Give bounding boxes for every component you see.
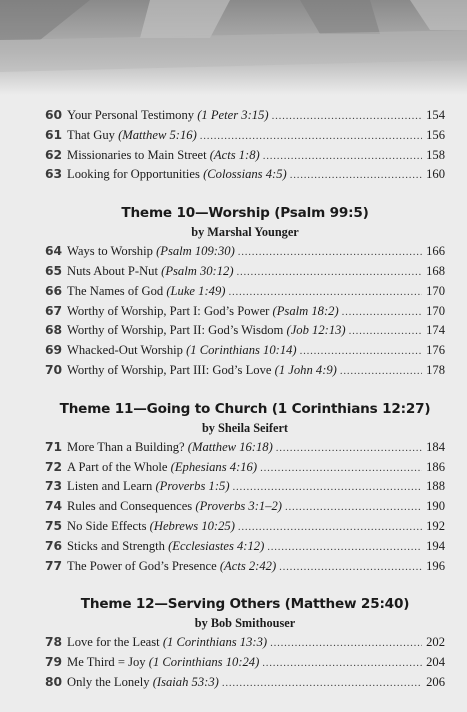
dot-leader <box>279 561 422 573</box>
entry-title: Your Personal Testimony <box>67 108 195 122</box>
entry-title-wrap <box>67 479 230 494</box>
entry-number: 64 <box>45 244 63 259</box>
entry-scripture-ref: (1 Peter 3:15) <box>197 108 269 122</box>
entry-scripture-ref: (Matthew 16:18) <box>187 439 273 454</box>
entry-scripture-ref: (Proverbs 1:5) <box>155 479 230 494</box>
entry-number: 67 <box>45 303 63 318</box>
dot-leader <box>263 150 422 162</box>
dot-leader <box>300 345 422 357</box>
entry-number: 68 <box>45 323 63 338</box>
theme-heading: Theme 12—Serving Others (Matthew 25:40) <box>80 596 410 613</box>
banner-stripes <box>0 0 467 95</box>
entry-title: A Part of the Whole <box>67 459 168 474</box>
entry-scripture-ref: (Isaiah 53:3) <box>152 674 219 689</box>
entry-scripture-ref: (Luke 1:49) <box>166 283 226 298</box>
entry-title: Sticks and Strength <box>67 538 165 553</box>
entry-number: 63 <box>45 167 63 182</box>
toc-entry <box>45 108 445 128</box>
toc-entry <box>45 343 445 363</box>
entry-title: Ways to Worship <box>67 244 153 259</box>
theme-author: by Sheila Seifert <box>201 420 289 435</box>
entry-title: That Guy <box>67 127 115 142</box>
entry-number: 80 <box>45 674 63 689</box>
entry-scripture-ref: (1 Corinthians 10:14) <box>186 343 297 358</box>
entry-page-number: 178 <box>426 362 445 377</box>
entry-number: 69 <box>45 343 63 358</box>
entry-title: Listen and Learn <box>67 479 153 494</box>
entry-page-number: 196 <box>426 558 445 573</box>
theme-author: by Bob Smithouser <box>194 616 296 631</box>
entry-title: Worthy of Worship, Part II: God’s Wisdom <box>67 323 284 338</box>
toc-entry <box>45 440 445 460</box>
entry-page-number: 160 <box>426 167 445 182</box>
entry-scripture-ref: (Acts 2:42) <box>219 558 277 573</box>
entry-title-wrap <box>67 148 260 163</box>
theme-heading: Theme 10—Worship (Psalm 99:5) <box>121 205 369 222</box>
entry-number: 76 <box>45 538 63 553</box>
dot-leader <box>200 130 422 142</box>
dot-leader <box>237 266 422 278</box>
toc-entry <box>45 148 445 168</box>
entry-title: No Side Effects <box>67 518 147 533</box>
toc-entry <box>45 323 445 343</box>
entry-page-number: 188 <box>426 479 445 494</box>
entry-page-number: 186 <box>426 459 445 474</box>
entry-scripture-ref: (1 John 4:9) <box>274 362 337 377</box>
entry-title-wrap <box>67 108 269 123</box>
entry-number: 78 <box>45 635 63 650</box>
entry-title-wrap <box>67 635 267 650</box>
entry-title-wrap <box>67 655 259 670</box>
entry-scripture-ref: (1 Corinthians 10:24) <box>148 655 260 670</box>
entry-scripture-ref: (Acts 1:8) <box>209 147 260 162</box>
entry-number: 66 <box>45 283 63 298</box>
dot-leader <box>270 637 422 649</box>
entry-scripture-ref: (Proverbs 3:1–2) <box>195 499 282 514</box>
toc-entry <box>45 264 445 284</box>
entry-title: Love for the Least <box>67 635 160 650</box>
entry-number: 73 <box>45 479 63 494</box>
entry-number: 65 <box>45 263 63 278</box>
entry-title-wrap <box>67 343 297 358</box>
toc-entry <box>45 635 445 655</box>
entry-scripture-ref: (Ephesians 4:16) <box>170 459 258 474</box>
entry-title-wrap <box>67 323 346 338</box>
entry-title-wrap <box>67 363 337 378</box>
entry-number: 72 <box>45 459 63 474</box>
toc-entry <box>45 167 445 187</box>
dot-leader <box>260 462 422 474</box>
entry-page-number: 194 <box>426 538 445 553</box>
entry-page-number: 184 <box>426 439 445 454</box>
toc-entry <box>45 519 445 539</box>
entry-page-number: 168 <box>426 263 445 278</box>
entry-title: The Power of God’s Presence <box>67 558 217 573</box>
entry-number: 60 <box>45 108 63 122</box>
entry-page-number: 156 <box>426 127 445 142</box>
dot-leader <box>267 541 422 553</box>
entry-number: 74 <box>45 499 63 514</box>
entry-title-wrap <box>67 128 197 143</box>
entry-scripture-ref: (Job 12:13) <box>286 323 346 338</box>
entry-title: Worthy of Worship, Part I: God’s Power <box>67 303 270 318</box>
header-banner <box>0 0 467 95</box>
entry-title: Only the Lonely <box>67 674 150 689</box>
entry-title-wrap <box>67 264 234 279</box>
entry-title-wrap <box>67 244 235 259</box>
toc-entry <box>45 479 445 499</box>
entry-number: 70 <box>45 362 63 377</box>
entry-page-number: 174 <box>426 323 445 338</box>
entry-page-number: 206 <box>426 674 445 689</box>
entry-title: Nuts About P-Nut <box>67 263 158 278</box>
toc-entry <box>45 128 445 148</box>
dot-leader <box>342 306 422 318</box>
entry-title: Rules and Consequences <box>67 499 193 514</box>
toc-entry <box>45 304 445 324</box>
entry-title: More Than a Building? <box>67 439 185 454</box>
dot-leader <box>272 110 422 122</box>
toc-entry <box>45 460 445 480</box>
toc-entry <box>45 363 445 383</box>
entry-scripture-ref: (Ecclesiastes 4:12) <box>168 538 265 553</box>
entry-scripture-ref: (Psalm 109:30) <box>156 244 235 259</box>
dot-leader <box>228 286 422 298</box>
entry-page-number: 192 <box>426 518 445 533</box>
entry-title-wrap <box>67 440 273 455</box>
entry-title-wrap <box>67 519 235 534</box>
entry-title-wrap <box>67 167 287 182</box>
entry-number: 61 <box>45 127 63 142</box>
toc-entry <box>45 284 445 304</box>
dot-leader <box>238 521 422 533</box>
entry-title: Whacked-Out Worship <box>67 343 183 358</box>
entry-title: Missionaries to Main Street <box>67 147 207 162</box>
entry-page-number: 204 <box>426 655 445 670</box>
dot-leader <box>276 442 422 454</box>
entry-number: 75 <box>45 518 63 533</box>
toc-entry <box>45 559 445 579</box>
entry-page-number: 158 <box>426 147 445 162</box>
toc-entry <box>45 655 445 675</box>
entry-title-wrap <box>67 304 339 319</box>
theme-author: by Marshal Younger <box>191 225 299 240</box>
entry-scripture-ref: (1 Corinthians 13:3) <box>162 635 268 650</box>
dot-leader <box>222 677 422 689</box>
entry-number: 71 <box>45 439 63 454</box>
entry-title-wrap <box>67 675 219 690</box>
entry-title-wrap <box>67 559 276 574</box>
entry-page-number: 166 <box>426 244 445 259</box>
entry-page-number: 190 <box>426 499 445 514</box>
dot-leader <box>262 657 422 669</box>
entry-title: Worthy of Worship, Part III: God’s Love <box>67 362 272 377</box>
toc-entry <box>45 499 445 519</box>
toc-entry <box>45 675 445 695</box>
toc-entry <box>45 539 445 559</box>
theme-heading: Theme 11—Going to Church (1 Corinthians 12:27) <box>59 400 431 417</box>
table-of-contents <box>45 108 445 695</box>
entry-scripture-ref: (Colossians 4:5) <box>203 167 287 182</box>
entry-title: The Names of God <box>67 283 164 298</box>
entry-number: 77 <box>45 558 63 573</box>
dot-leader <box>290 169 422 181</box>
entry-scripture-ref: (Psalm 30:12) <box>161 263 234 278</box>
dot-leader <box>340 365 422 377</box>
entry-title-wrap <box>67 284 225 299</box>
entry-page-number: 176 <box>426 343 445 358</box>
entry-number: 62 <box>45 147 63 162</box>
entry-title-wrap <box>67 499 282 514</box>
entry-number: 79 <box>45 655 63 670</box>
entry-scripture-ref: (Matthew 5:16) <box>118 127 197 142</box>
entry-page-number: 170 <box>426 283 445 298</box>
entry-title-wrap <box>67 460 257 475</box>
dot-leader <box>285 501 422 513</box>
dot-leader <box>238 246 422 258</box>
entry-page-number: 170 <box>426 303 445 318</box>
toc-entry <box>45 244 445 264</box>
entry-page-number: 202 <box>426 635 445 650</box>
entry-page-number: 154 <box>426 108 445 122</box>
entry-scripture-ref: (Hebrews 10:25) <box>149 518 235 533</box>
entry-title: Me Third = Joy <box>67 655 146 670</box>
dot-leader <box>233 481 422 493</box>
entry-scripture-ref: (Psalm 18:2) <box>272 303 339 318</box>
entry-title: Looking for Opportunities <box>67 167 200 182</box>
dot-leader <box>349 325 422 337</box>
entry-title-wrap <box>67 539 264 554</box>
